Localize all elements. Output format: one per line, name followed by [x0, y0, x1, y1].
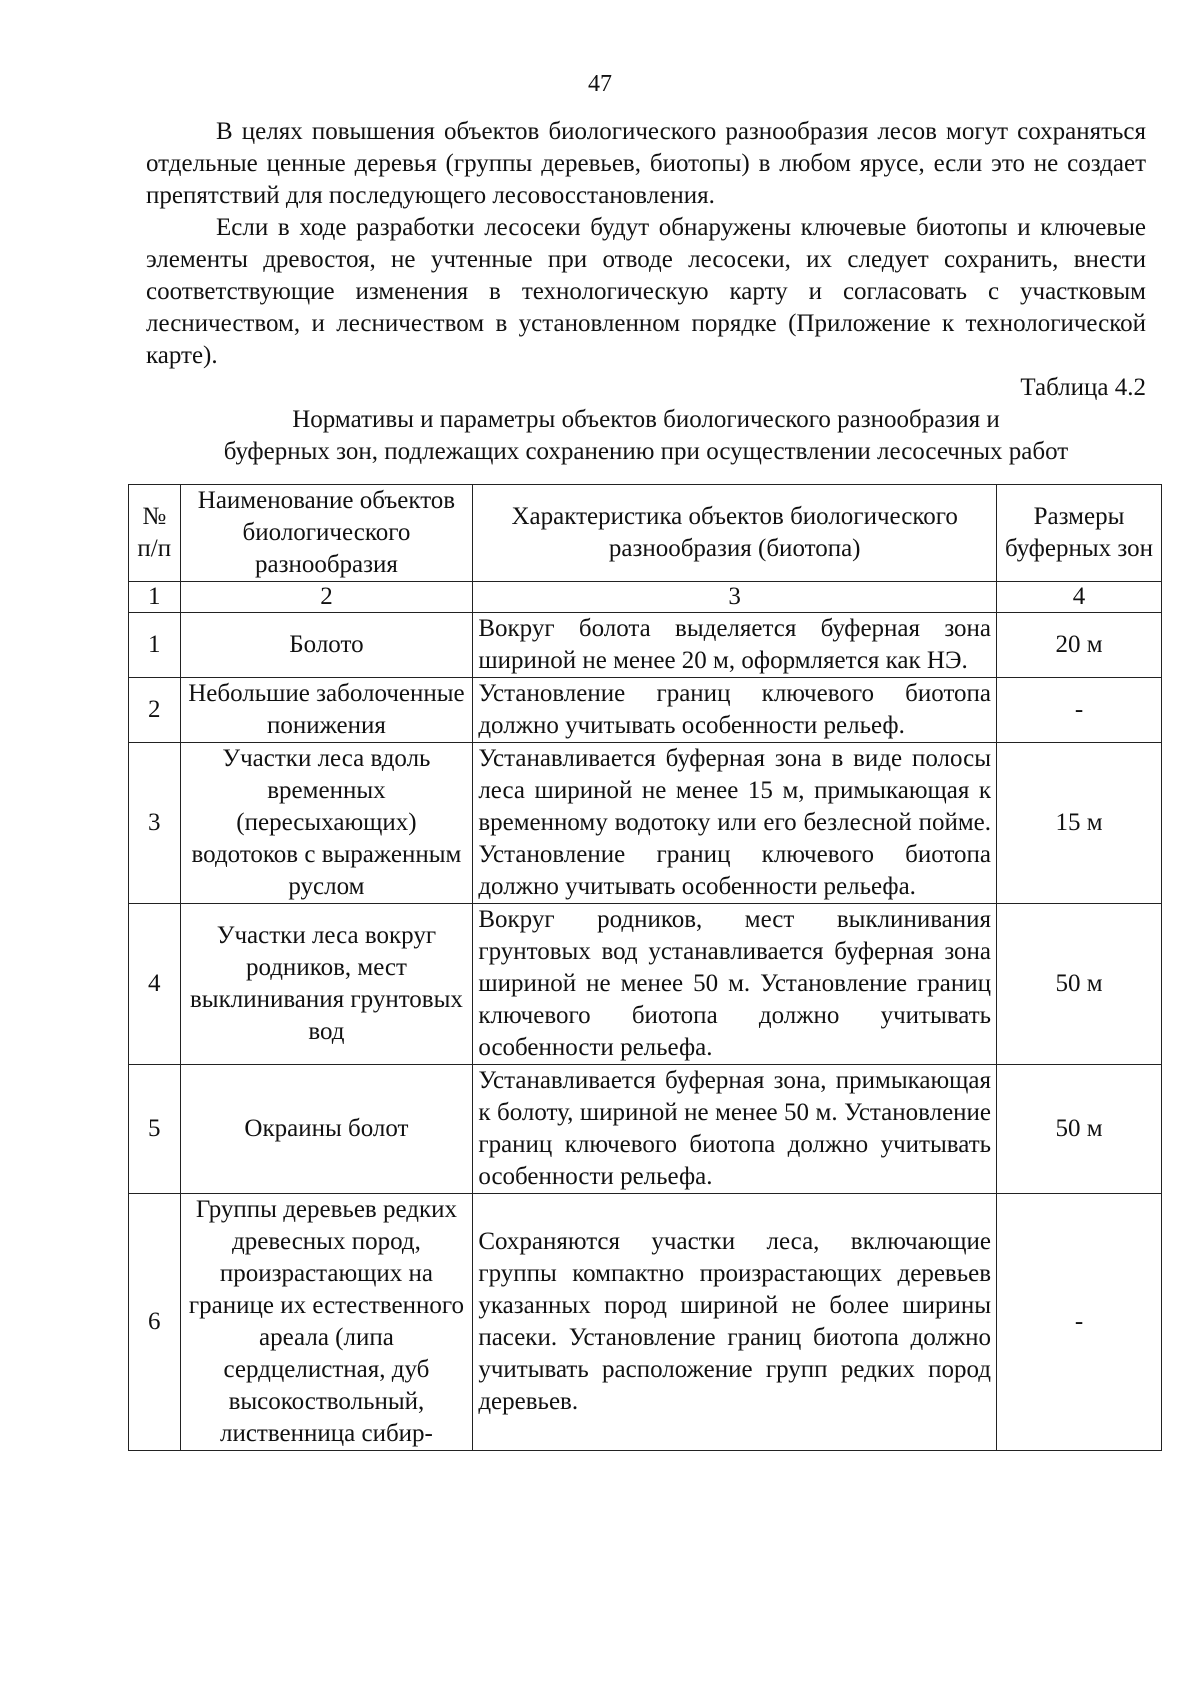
- row-number: 6: [129, 1194, 181, 1451]
- table-row: [129, 743, 1162, 904]
- body-text: [146, 116, 1146, 372]
- object-name: Болото: [180, 613, 473, 678]
- column-number: 1: [129, 582, 181, 613]
- table-label: Таблица 4.2: [1020, 374, 1146, 401]
- buffer-size: 50 м: [997, 1065, 1162, 1194]
- row-number: 3: [129, 743, 181, 904]
- table-header-row: [129, 485, 1162, 582]
- table-row: [129, 1194, 1162, 1451]
- object-description: Установление границ ключевого биотопа должно учитывать особенности рельеф.: [473, 678, 997, 743]
- table-title: [146, 404, 1146, 468]
- buffer-size: 20 м: [997, 613, 1162, 678]
- buffer-size: 50 м: [997, 904, 1162, 1065]
- column-number: 2: [180, 582, 473, 613]
- table-row: [129, 904, 1162, 1065]
- buffer-size: -: [997, 1194, 1162, 1451]
- header-characteristic: Характеристика объектов биологического разнообразия (биотопа): [473, 485, 997, 582]
- norms-table: [128, 484, 1162, 1451]
- row-number: 2: [129, 678, 181, 743]
- row-number: 5: [129, 1065, 181, 1194]
- table-row: [129, 678, 1162, 743]
- object-name: Окраины болот: [180, 1065, 473, 1194]
- object-description: Сохраняются участки леса, включающие группы компактно произрастающих деревьев указанных пород шириной не более ширины пасеки. Установление границ биотопа должно учитывать расположение групп редких пород деревьев.: [473, 1194, 997, 1451]
- header-number: № п/п: [129, 485, 181, 582]
- object-description: Вокруг болота выделяется буферная зона шириной не менее 20 м, оформляется как НЭ.: [473, 613, 997, 678]
- header-object-name: Наименование объектов биологического разнообразия: [180, 485, 473, 582]
- buffer-size: -: [997, 678, 1162, 743]
- object-name: Группы деревьев редких древесных пород, произрастающих на границе их естественного ареала (липа сердцелистная, дуб высокоствольный, лиственница сибир-: [180, 1194, 473, 1451]
- column-number-row: [129, 582, 1162, 613]
- row-number: 4: [129, 904, 181, 1065]
- object-name: Участки леса вдоль временных (пересыхающих) водотоков с выраженным руслом: [180, 743, 473, 904]
- object-name: Небольшие заболоченные понижения: [180, 678, 473, 743]
- table-row: [129, 1065, 1162, 1194]
- object-description: Вокруг родников, мест выклинивания грунтовых вод устанавливается буферная зона шириной не менее 50 м. Установление границ ключевого биотопа должно учитывать особенности рельефа.: [473, 904, 997, 1065]
- table-row: [129, 613, 1162, 678]
- object-description: Устанавливается буферная зона в виде полосы леса шириной не менее 15 м, примыкающая к временному водотоку или его безлесной пойме. Установление границ ключевого биотопа должно учитывать особенности рельефа.: [473, 743, 997, 904]
- column-number: 4: [997, 582, 1162, 613]
- page-number: 47: [588, 71, 612, 97]
- table-title-line-2: буферных зон, подлежащих сохранению при осуществлении лесосечных работ: [223, 438, 1069, 465]
- row-number: 1: [129, 613, 181, 678]
- paragraph-2: Если в ходе разработки лесосеки будут обнаружены ключевые биотопы и ключевые элементы древостоя, не учтенные при отводе лесосеки, их следует сохранить, внести соответствующие изменения в технологическую карту и согласовать с участковым лесничеством, и лесничеством в установленном порядке (Приложение к технологической карте).: [146, 214, 1146, 369]
- table-title-line-1: Нормативы и параметры объектов биологического разнообразия и: [292, 406, 1000, 433]
- buffer-size: 15 м: [997, 743, 1162, 904]
- object-name: Участки леса вокруг родников, мест выклинивания грунтовых вод: [180, 904, 473, 1065]
- column-number: 3: [473, 582, 997, 613]
- header-buffer-size: Размеры буферных зон: [997, 485, 1162, 582]
- object-description: Устанавливается буферная зона, примыкающая к болоту, шириной не менее 50 м. Установление границ ключевого биотопа должно учитывать особенности рельефа.: [473, 1065, 997, 1194]
- paragraph-1: В целях повышения объектов биологического разнообразия лесов могут сохраняться отдельные ценные деревья (группы деревьев, биотопы) в любом ярусе, если это не создает препятствий для последующего лесовосстановления.: [146, 118, 1146, 209]
